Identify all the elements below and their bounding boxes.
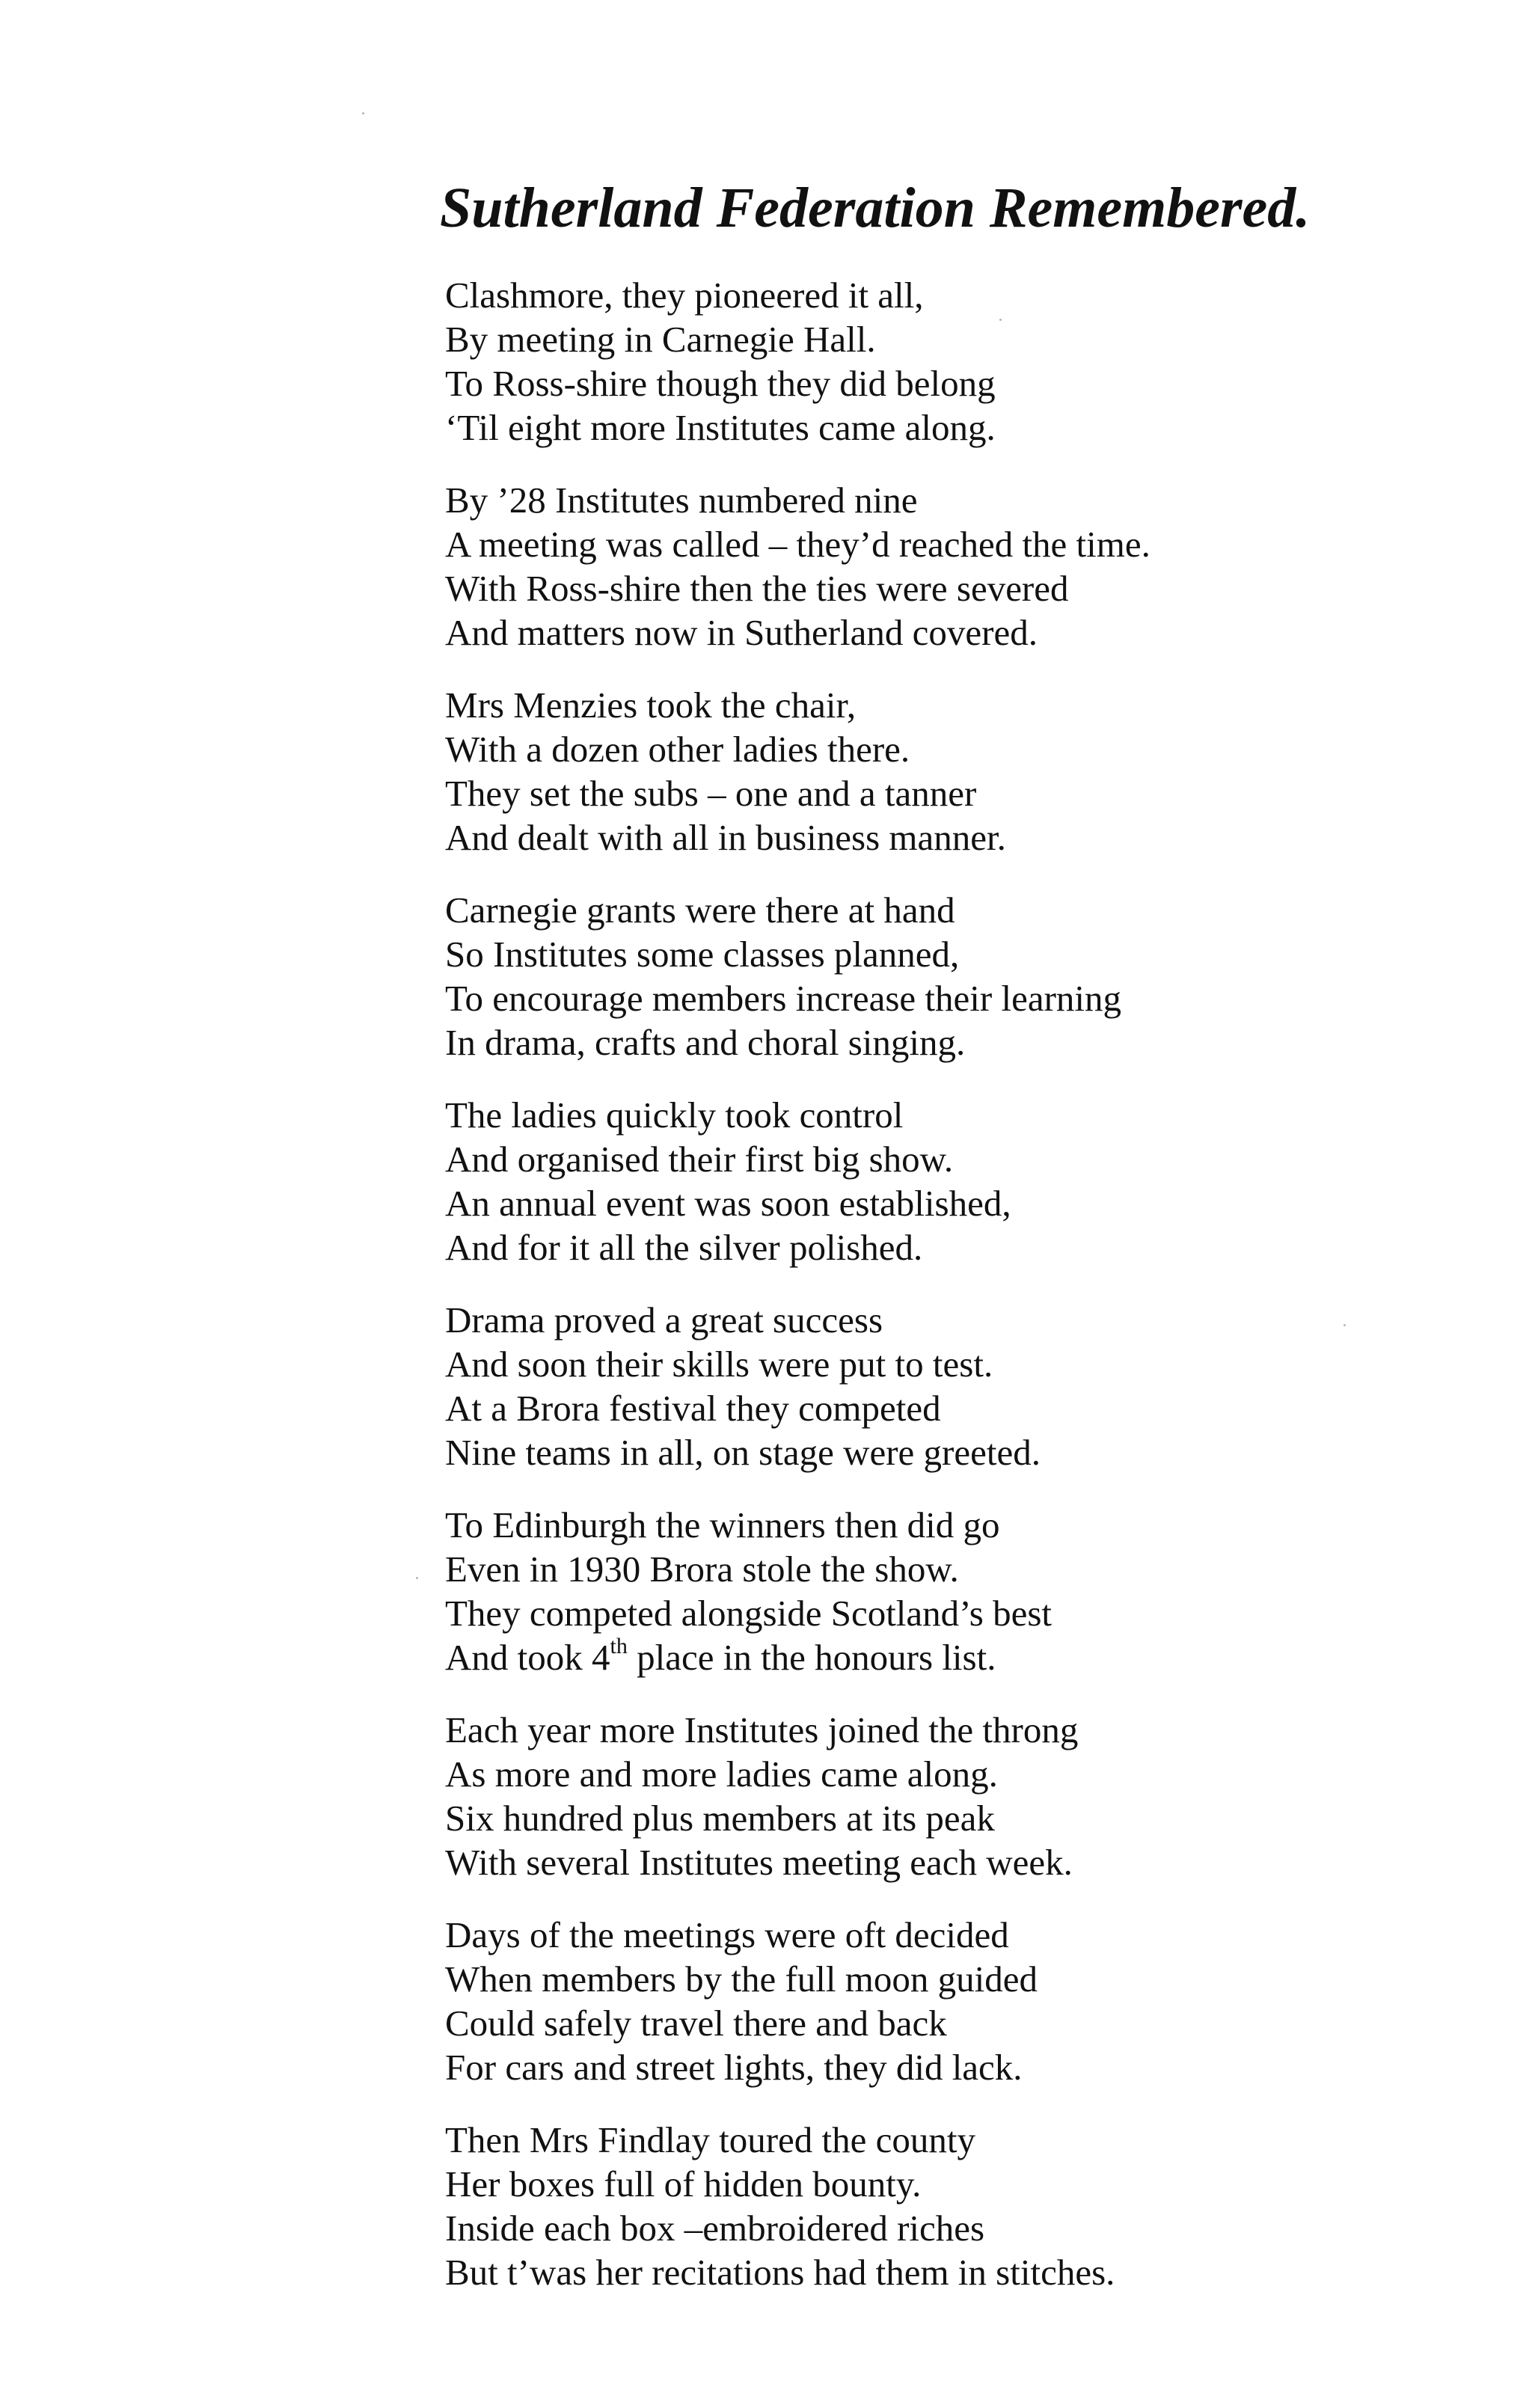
poem-line: To Ross-shire though they did belong — [445, 363, 996, 404]
poem-line: Mrs Menzies took the chair, — [445, 684, 857, 726]
poem-line: The ladies quickly took control — [445, 1094, 904, 1136]
poem-line: An annual event was soon established, — [445, 1183, 1011, 1224]
poem-line: With a dozen other ladies there. — [445, 729, 910, 770]
poem-line: When members by the full moon guided — [445, 1958, 1038, 2000]
poem-line: And matters now in Sutherland covered. — [445, 612, 1038, 653]
poem-line: ‘Til eight more Institutes came along. — [445, 407, 996, 448]
poem-line: So Institutes some classes planned, — [445, 934, 960, 975]
poem-line: They competed alongside Scotland’s best — [445, 1593, 1053, 1634]
poem-line: But t’was her recitations had them in stitches. — [445, 2252, 1115, 2293]
line-text-after: place in the honours list. — [627, 1637, 996, 1678]
poem-line: Carnegie grants were there at hand — [445, 889, 955, 931]
poem-line: They set the subs – one and a tanner — [445, 773, 977, 814]
stanza-1 — [445, 273, 1492, 450]
poem-line: Clashmore, they pioneered it all, — [445, 275, 924, 316]
poem-line: Drama proved a great success — [445, 1299, 883, 1341]
poem-line: At a Brora festival they competed — [445, 1388, 941, 1429]
poem-line: By meeting in Carnegie Hall. — [445, 319, 876, 360]
poem-line: A meeting was called – they’d reached the time. — [445, 524, 1150, 565]
poem-line: Inside each box –embroidered riches — [445, 2208, 985, 2249]
stanza-8 — [445, 1708, 1492, 1884]
stanza-4 — [445, 888, 1492, 1064]
poem-line: By ’28 Institutes numbered nine — [445, 480, 918, 521]
line-text-before: And took 4 — [445, 1637, 610, 1678]
poem-line: And for it all the silver polished. — [445, 1227, 923, 1268]
poem-line: Even in 1930 Brora stole the show. — [445, 1548, 959, 1590]
poem-line-with-superscript — [445, 1635, 1492, 1679]
ordinal-superscript: th — [610, 1634, 628, 1658]
poem-line: And dealt with all in business manner. — [445, 817, 1006, 858]
poem-title: Sutherland Federation Remembered. — [440, 177, 1311, 239]
poem-line: To Edinburgh the winners then did go — [445, 1504, 1000, 1545]
poem-line: In drama, crafts and choral singing. — [445, 1022, 966, 1063]
poem-line: And soon their skills were put to test. — [445, 1344, 993, 1385]
poem-body — [445, 273, 1492, 2323]
stanza-7 — [445, 1503, 1492, 1679]
stanza-10 — [445, 2118, 1492, 2294]
poem-line: To encourage members increase their learning — [445, 978, 1122, 1019]
stanza-6 — [445, 1298, 1492, 1474]
stanza-9 — [445, 1913, 1492, 2089]
poem-line: Then Mrs Findlay toured the county — [445, 2119, 976, 2160]
stanza-5 — [445, 1093, 1492, 1269]
stanza-2 — [445, 478, 1492, 655]
poem-line: Six hundred plus members at its peak — [445, 1798, 995, 1839]
poem-line: Could safely travel there and back — [445, 2003, 947, 2044]
poem-line: With several Institutes meeting each week. — [445, 1842, 1073, 1883]
poem-line: Each year more Institutes joined the throng — [445, 1709, 1079, 1750]
poem-line: And organised their first big show. — [445, 1139, 954, 1180]
poem-line: Days of the meetings were oft decided — [445, 1914, 1009, 1955]
poem-line: As more and more ladies came along. — [445, 1753, 998, 1795]
poem-line: Nine teams in all, on stage were greeted. — [445, 1432, 1041, 1473]
poem-line: With Ross-shire then the ties were severed — [445, 568, 1069, 609]
poem-line: For cars and street lights, they did lack. — [445, 2047, 1023, 2088]
poem-line: Her boxes full of hidden bounty. — [445, 2163, 922, 2205]
stanza-3 — [445, 683, 1492, 860]
scan-speck — [362, 112, 364, 114]
scan-speck — [416, 1577, 418, 1579]
